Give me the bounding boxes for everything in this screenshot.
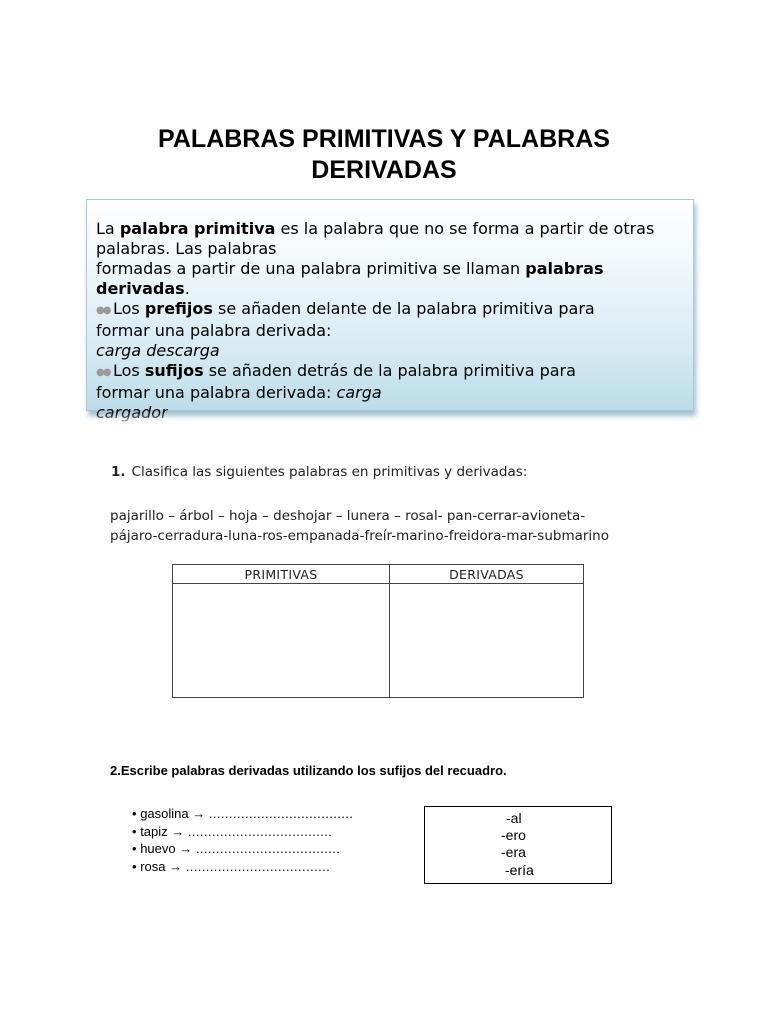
page-title-line-1: PALABRAS PRIMITIVAS Y PALABRAS: [158, 125, 610, 153]
suffix-box: [424, 806, 612, 884]
definition-text-run: Los: [113, 361, 145, 380]
exercise-1-instruction: [111, 464, 527, 480]
list-item: [132, 805, 353, 823]
list-item: [132, 858, 353, 876]
definition-text-run: es la palabra que no se forma a partir de otras palabras. Las palabras: [96, 219, 655, 258]
definition-line-3: [96, 259, 686, 279]
column-header-primitivas: PRIMITIVAS: [173, 565, 390, 584]
exercise-1-number: 1.: [111, 464, 126, 480]
definition-text-run: La: [96, 219, 120, 238]
classification-table: [172, 564, 584, 698]
bullet-icon: •: [132, 858, 137, 874]
prefix-example-text: carga descarga: [96, 341, 220, 360]
term-derivadas: derivadas: [96, 279, 185, 298]
definition-text: [96, 219, 686, 423]
list-item: [132, 823, 353, 841]
word-list-line-1: pajarillo – árbol – hoja – deshojar – lunera – rosal- pan-cerrar-avioneta-: [110, 508, 586, 524]
list-item: [132, 840, 353, 858]
exercise-1-text: Clasifica las siguientes palabras en primitivas y derivadas:: [131, 464, 528, 480]
exercise-2-instruction: 2.Escribe palabras derivadas utilizando los sufijos del recuadro.: [110, 763, 507, 778]
bullet-icon: •: [132, 823, 137, 839]
definition-text-run: formadas a partir de una palabra primitiva se llaman: [96, 259, 526, 278]
answer-blank[interactable]: ....................................: [195, 841, 341, 856]
derivadas-answer-cell[interactable]: [390, 584, 584, 698]
definition-text-run: formar una palabra derivada:: [96, 383, 337, 402]
definition-text-run: .: [184, 279, 190, 298]
column-header-derivadas: DERIVADAS: [390, 565, 584, 584]
exercise-2-list: [132, 805, 353, 875]
sufijos-line: [96, 361, 686, 383]
base-word: rosa →: [140, 858, 183, 874]
suffix-example: [96, 403, 686, 423]
bullet-icon: •: [132, 806, 137, 821]
definition-text-run: se añaden delante de la palabra primitiva para: [212, 299, 595, 318]
prefijos-line-2: formar una palabra derivada:: [96, 321, 332, 340]
term-prefijos: prefijos: [144, 299, 213, 318]
term-palabra-primitiva: palabra primitiva: [119, 219, 276, 238]
base-word: gasolina →: [140, 806, 206, 821]
base-word: huevo →: [140, 841, 193, 856]
definition-line-1: [96, 219, 686, 259]
term-palabras: palabras: [525, 259, 604, 278]
prefix-example: [96, 341, 686, 361]
answer-blank[interactable]: ....................................: [208, 806, 354, 821]
exercise-1-word-list: [110, 506, 609, 546]
page-title: [0, 124, 768, 186]
suffix-example-base: carga: [336, 383, 382, 402]
definition-line-4: [96, 279, 686, 299]
definition-text-run: se añaden detrás de la palabra primitiva para: [203, 361, 576, 380]
answer-blank[interactable]: ....................................: [187, 823, 333, 839]
prefijos-line: [96, 299, 686, 321]
bullet-icon: ●●: [96, 305, 110, 316]
word-list-line-2: pájaro-cerradura-luna-ros-empanada-freír-marino-freidora-mar-submarino: [110, 528, 609, 544]
suffix-example-text: cargador: [96, 403, 168, 422]
suffix-ero: -ero: [501, 827, 526, 843]
page-title-line-2: DERIVADAS: [311, 156, 457, 184]
bullet-icon: •: [132, 841, 137, 856]
primitivas-answer-cell[interactable]: [173, 584, 390, 698]
base-word: tapiz →: [140, 823, 185, 839]
sufijos-line-2: [96, 383, 686, 403]
term-sufijos: sufijos: [144, 361, 204, 380]
definition-text-run: Los: [113, 299, 145, 318]
suffix-al: -al: [506, 810, 522, 826]
suffix-era: -era: [501, 844, 526, 860]
answer-blank[interactable]: ....................................: [185, 858, 331, 874]
bullet-icon: ●●: [96, 367, 110, 378]
suffix-eria: -ería: [505, 862, 534, 878]
